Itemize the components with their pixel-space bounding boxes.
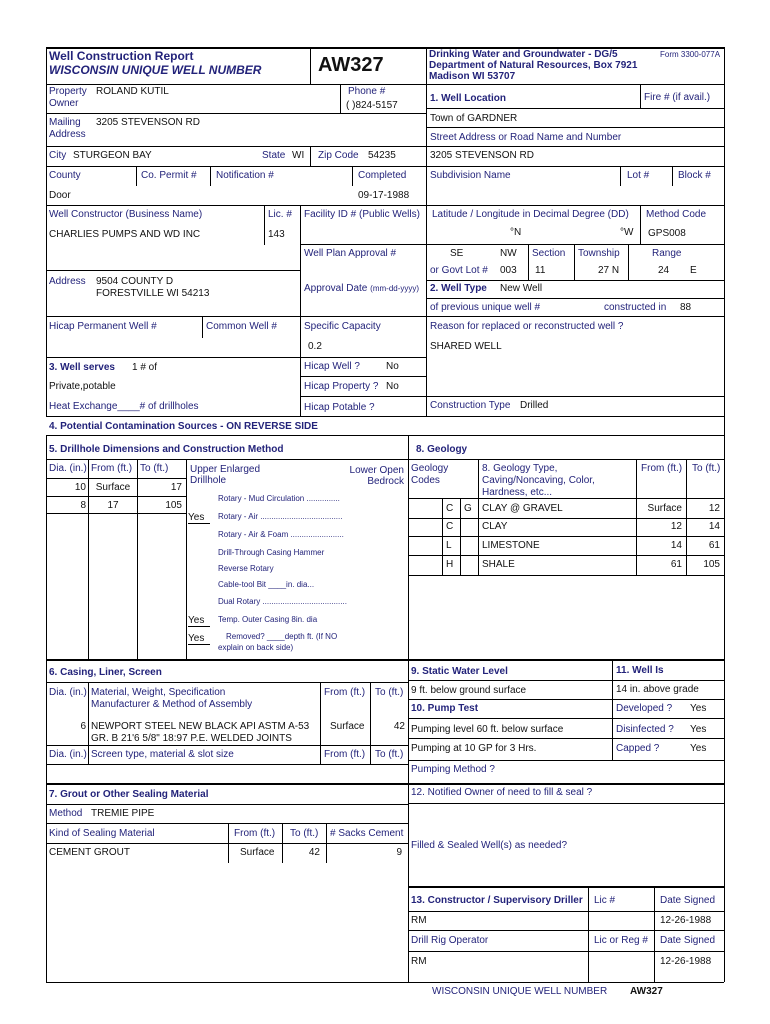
completed-date: 09-17-1988 — [358, 190, 410, 201]
common-well-label: Common Well # — [206, 321, 277, 332]
casing-to-label: To (ft.) — [375, 687, 404, 698]
hicap-well-value: No — [386, 361, 399, 372]
well-type-heading: 2. Well Type — [430, 283, 487, 294]
method-code-value: GPS008 — [648, 228, 686, 239]
co-permit-label: Co. Permit # — [141, 170, 197, 181]
geology-type-label: 8. Geology Type, — [482, 463, 558, 474]
grout-method-label: Method — [49, 808, 83, 819]
pumping-rate: Pumping at 10 GP for 3 Hrs. — [411, 743, 537, 754]
drillhole-from-label: From (ft.) — [91, 463, 133, 474]
screen-type-label: Screen type, material & slot size — [91, 749, 234, 760]
method-removed: Removed? ____depth ft. (If NO — [226, 632, 338, 641]
construction-type-value: Drilled — [520, 400, 549, 411]
static-water-heading: 9. Static Water Level — [411, 666, 508, 677]
mailing-label: Mailing — [49, 117, 81, 128]
quarter-1: SE — [450, 248, 464, 259]
mailing-address: 3205 STEVENSON RD — [96, 117, 200, 128]
geology-row-3-from: 14 — [670, 540, 682, 551]
sealing-kind-label: Kind of Sealing Material — [49, 828, 155, 839]
property-label: Property — [49, 86, 87, 97]
drillhole-row-1-to: 17 — [170, 482, 182, 493]
geology-codes-label-2: Codes — [411, 475, 440, 486]
hicap-well-label: Hicap Well ? — [304, 361, 360, 372]
lower-bedrock-label: Bedrock — [367, 476, 404, 487]
govt-lot-value: 003 — [500, 265, 517, 276]
footer-label: WISCONSIN UNIQUE WELL NUMBER — [432, 986, 608, 997]
method-code-label: Method Code — [646, 209, 707, 220]
approval-date-hint: (mm-dd-yyyy) — [370, 284, 420, 293]
grout-to-label: To (ft.) — [290, 828, 319, 839]
hicap-property-label: Hicap Property ? — [304, 381, 379, 392]
geology-type-label-2: Caving/Noncaving, Color, — [482, 475, 595, 486]
street-value: 3205 STEVENSON RD — [430, 150, 534, 161]
well-serves-count: 1 # of — [132, 362, 158, 373]
casing-method-label: Manufacturer & Method of Assembly — [91, 699, 253, 710]
sealing-kind-value: CEMENT GROUT — [49, 847, 130, 858]
operator-date: 12-26-1988 — [660, 956, 712, 967]
geology-row-3-code-1: L — [446, 540, 452, 551]
footer-well-number: AW327 — [630, 986, 663, 997]
owner-label: Owner — [49, 98, 79, 109]
hicap-potable-label: Hicap Potable ? — [304, 402, 375, 413]
range-direction: E — [690, 265, 697, 276]
pump-test-heading: 10. Pump Test — [411, 703, 479, 714]
method-air-rotary-mark: Yes — [188, 512, 205, 523]
method-removed-note: explain on back side) — [218, 643, 294, 652]
section-value: 11 — [535, 265, 546, 276]
report-title: Well Construction Report — [49, 49, 194, 63]
pumping-level: Pumping level 60 ft. below surface — [411, 724, 564, 735]
drillhole-row-1-from: Surface — [95, 482, 131, 493]
developed-label: Developed ? — [616, 703, 673, 714]
facility-id-label: Facility ID # (Public Wells) — [304, 209, 420, 220]
completed-label: Completed — [358, 170, 407, 181]
reason-label: Reason for replaced or reconstructed well ? — [430, 321, 624, 332]
screen-to-label: To (ft.) — [375, 749, 404, 760]
casing-heading: 6. Casing, Liner, Screen — [49, 667, 162, 678]
well-is-heading: 11. Well Is — [616, 665, 664, 676]
specific-capacity-value: 0.2 — [308, 341, 322, 352]
grout-from-label: From (ft.) — [234, 828, 276, 839]
drillhole-dia-label: Dia. (in.) — [49, 463, 87, 474]
disinfected-label: Disinfected ? — [616, 724, 674, 735]
hicap-property-value: No — [386, 381, 399, 392]
geology-to-label: To (ft.) — [692, 463, 721, 474]
owner-name: ROLAND KUTIL — [96, 86, 169, 97]
geology-row-4-code-1: H — [446, 559, 454, 570]
grout-to-value: 42 — [308, 847, 320, 858]
method-air-rotary: Rotary - Air ..................................... — [218, 512, 343, 521]
drillhole-row-2-dia: 8 — [80, 500, 86, 511]
method-reverse-rotary: Reverse Rotary — [218, 564, 274, 573]
drillhole-row-2-from: 17 — [107, 500, 119, 511]
well-number: AW327 — [318, 54, 384, 76]
constructor-address-label: Address — [49, 276, 86, 287]
method-temp-casing-mark: Yes — [188, 615, 205, 626]
geology-type-label-3: Hardness, etc... — [482, 487, 553, 498]
capped-label: Capped ? — [616, 743, 660, 754]
county-label: County — [49, 170, 81, 181]
contamination-heading: 4. Potential Contamination Sources - ON REVERSE SIDE — [49, 421, 318, 432]
street-label: Street Address or Road Name and Number — [430, 132, 622, 143]
method-casing-hammer: Drill-Through Casing Hammer — [218, 548, 325, 557]
city-value: STURGEON BAY — [73, 150, 152, 161]
upper-enlarged-label: Upper Enlarged — [190, 464, 261, 475]
constructor-label: Well Constructor (Business Name) — [49, 209, 203, 220]
geology-row-2-code-1: C — [446, 521, 454, 532]
date-signed-label: Date Signed — [660, 895, 716, 906]
phone-value: ( )824-5157 — [346, 100, 398, 111]
geology-row-2-to: 14 — [708, 521, 720, 532]
geology-codes-label: Geology — [411, 463, 449, 474]
state-value: WI — [292, 150, 305, 161]
geology-row-4-from: 61 — [670, 559, 682, 570]
fire-label: Fire # (if avail.) — [644, 92, 711, 103]
driller-signature: RM — [411, 915, 427, 926]
constructor-address-2: FORESTVILLE WI 54213 — [96, 288, 210, 299]
construction-type-label: Construction Type — [430, 400, 511, 411]
lot-label: Lot # — [627, 170, 650, 181]
driller-lic-label: Lic # — [594, 895, 616, 906]
geology-row-4-desc: SHALE — [482, 559, 515, 570]
previous-well-label: of previous unique well # — [430, 302, 541, 313]
casing-dia-label: Dia. (in.) — [49, 687, 87, 698]
constructor-lic: 143 — [268, 229, 285, 240]
heat-exchange-label: Heat Exchange____# of drillholes — [49, 401, 199, 412]
town-value: Town of GARDNER — [430, 113, 518, 124]
developed-value: Yes — [690, 703, 707, 714]
grout-method-value: TREMIE PIPE — [91, 808, 155, 819]
geology-row-1-from: Surface — [647, 503, 682, 514]
upper-drillhole-label: Drillhole — [190, 475, 227, 486]
quarter-2: NW — [500, 248, 517, 259]
geology-from-label: From (ft.) — [641, 463, 683, 474]
casing-material-2: GR. B 21'6 5/8" 18:97 P.E. WELDED JOINTS — [91, 733, 292, 744]
hicap-permanent-label: Hicap Permanent Well # — [49, 321, 157, 332]
township-value: 27 N — [598, 265, 620, 276]
agency-line-3: Madison WI 53707 — [429, 71, 516, 82]
method-cable-tool: Cable-tool Bit ____in. dia... — [218, 580, 315, 589]
lic-reg-label: Lic or Reg # — [594, 935, 648, 946]
agency-line-2: Department of Natural Resources, Box 7921 — [429, 60, 638, 71]
notification-label: Notification # — [216, 170, 274, 181]
casing-material-label: Material, Weight, Specification — [91, 687, 226, 698]
filled-sealed-label: Filled & Sealed Well(s) as needed? — [411, 840, 568, 851]
casing-from-label: From (ft.) — [324, 687, 366, 698]
geology-row-1-code-2: G — [464, 503, 472, 514]
method-air-foam: Rotary - Air & Foam ........................ — [218, 530, 344, 539]
drillhole-heading: 5. Drillhole Dimensions and Construction Method — [49, 444, 284, 455]
geology-row-3-to: 61 — [708, 540, 720, 551]
operator-signature: RM — [411, 956, 427, 967]
screen-dia-label: Dia. (in.) — [49, 749, 87, 760]
constructor-driller-label — [411, 895, 583, 907]
well-type-value: New Well — [500, 283, 543, 294]
geology-row-1-to: 12 — [708, 503, 720, 514]
agency-line-1: Drinking Water and Groundwater - DG/5 — [429, 49, 618, 60]
drillhole-row-2-to: 105 — [165, 500, 182, 511]
pumping-method-label: Pumping Method ? — [411, 764, 495, 775]
geology-row-1-desc: CLAY @ GRAVEL — [482, 503, 563, 514]
west-unit: °W — [620, 227, 634, 238]
method-removed-mark: Yes — [188, 633, 205, 644]
constructor-driller-text: 13. Constructor / Supervisory Driller — [411, 895, 583, 906]
subdivision-label: Subdivision Name — [430, 170, 511, 181]
zip-value: 54235 — [368, 150, 396, 161]
geology-row-4-to: 105 — [703, 559, 720, 570]
constructor-lic-label: Lic. # — [268, 209, 292, 220]
above-grade-value: 14 in. above grade — [616, 684, 699, 695]
constructed-in-value: 88 — [680, 302, 692, 313]
grout-from-value: Surface — [240, 847, 275, 858]
township-label: Township — [578, 248, 620, 259]
zip-label: Zip Code — [318, 150, 359, 161]
block-label: Block # — [678, 170, 711, 181]
geology-row-2-desc: CLAY — [482, 521, 508, 532]
grout-heading: 7. Grout or Other Sealing Material — [49, 789, 209, 800]
range-value: 24 — [658, 265, 670, 276]
constructor-address-1: 9504 COUNTY D — [96, 276, 174, 287]
range-label: Range — [652, 248, 682, 259]
method-dual-rotary: Dual Rotary ...................................... — [218, 597, 347, 606]
approval-date-label — [304, 283, 419, 295]
reason-value: SHARED WELL — [430, 341, 502, 352]
geology-row-2-from: 12 — [670, 521, 682, 532]
geology-heading: 8. Geology — [416, 444, 468, 455]
rig-operator-label: Drill Rig Operator — [411, 935, 489, 946]
constructor-name: CHARLIES PUMPS AND WD INC — [49, 229, 201, 240]
latlong-label: Latitude / Longitude in Decimal Degree (DD) — [432, 209, 629, 220]
well-serves-use: Private,potable — [49, 381, 116, 392]
well-serves-heading: 3. Well serves — [49, 362, 115, 373]
casing-dia: 6 — [80, 721, 86, 732]
form-number: Form 3300-077A — [660, 50, 721, 59]
casing-material-1: NEWPORT STEEL NEW BLACK API ASTM A-53 — [91, 721, 310, 732]
casing-to: 42 — [393, 721, 405, 732]
drillhole-to-label: To (ft.) — [140, 463, 169, 474]
govt-lot-label: or Govt Lot # — [430, 265, 488, 276]
constructed-in-label: constructed in — [604, 302, 667, 313]
geology-row-1-code-1: C — [446, 503, 454, 514]
address-label: Address — [49, 129, 86, 140]
capped-value: Yes — [690, 743, 707, 754]
sacks-cement-label: # Sacks Cement — [330, 828, 404, 839]
plan-approval-label: Well Plan Approval # — [304, 248, 397, 259]
specific-capacity-label: Specific Capacity — [304, 321, 381, 332]
phone-label: Phone # — [348, 86, 386, 97]
screen-from-label: From (ft.) — [324, 749, 366, 760]
well-location-heading: 1. Well Location — [430, 93, 506, 104]
method-mud-rotary: Rotary - Mud Circulation ............... — [218, 494, 340, 503]
sacks-cement-value: 9 — [396, 847, 402, 858]
method-temp-casing: Temp. Outer Casing 8in. dia — [218, 615, 318, 624]
geology-row-3-desc: LIMESTONE — [482, 540, 540, 551]
section-label: Section — [532, 248, 566, 259]
driller-date: 12-26-1988 — [660, 915, 712, 926]
casing-from: Surface — [330, 721, 365, 732]
notified-owner-label: 12. Notified Owner of need to fill & seal ? — [411, 787, 593, 798]
date-signed-label-2: Date Signed — [660, 935, 716, 946]
drillhole-row-1-dia: 10 — [74, 482, 86, 493]
disinfected-value: Yes — [690, 724, 707, 735]
north-unit: °N — [510, 227, 522, 238]
lower-open-label: Lower Open — [349, 465, 404, 476]
county-value: Door — [49, 190, 71, 201]
city-label: City — [49, 150, 67, 161]
state-label: State — [262, 150, 286, 161]
static-water-value: 9 ft. below ground surface — [411, 685, 527, 696]
report-subtitle: WISCONSIN UNIQUE WELL NUMBER — [49, 63, 262, 77]
approval-date-text: Approval Date — [304, 283, 368, 294]
